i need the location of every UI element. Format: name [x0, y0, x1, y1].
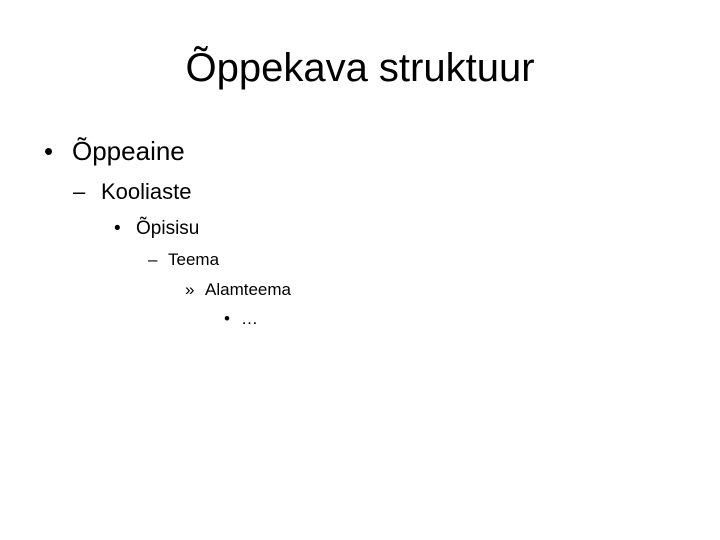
slide-title: Õppekava struktuur: [185, 46, 535, 90]
list-item-text: Õpisisu: [136, 218, 200, 239]
list-item-text: Alamteema: [205, 280, 291, 299]
bullet-marker: •: [44, 136, 54, 166]
list-item-level-6: [224, 307, 258, 331]
bullet-marker: •: [114, 218, 121, 239]
list-item-level-3: [114, 215, 200, 243]
list-item-level-2: [73, 176, 192, 208]
list-item-level-4: [148, 248, 220, 272]
list-item-text: Õppeaine: [72, 136, 185, 166]
dash-marker: –: [148, 250, 158, 269]
list-item-level-1: [44, 133, 185, 169]
list-item-level-5: [185, 278, 291, 302]
chevron-marker: »: [185, 280, 195, 299]
list-item-text: Kooliaste: [101, 179, 192, 204]
dash-marker: –: [73, 179, 86, 204]
list-item-text: …: [241, 309, 258, 328]
bullet-marker: •: [224, 309, 230, 328]
list-item-text: Teema: [168, 250, 220, 269]
